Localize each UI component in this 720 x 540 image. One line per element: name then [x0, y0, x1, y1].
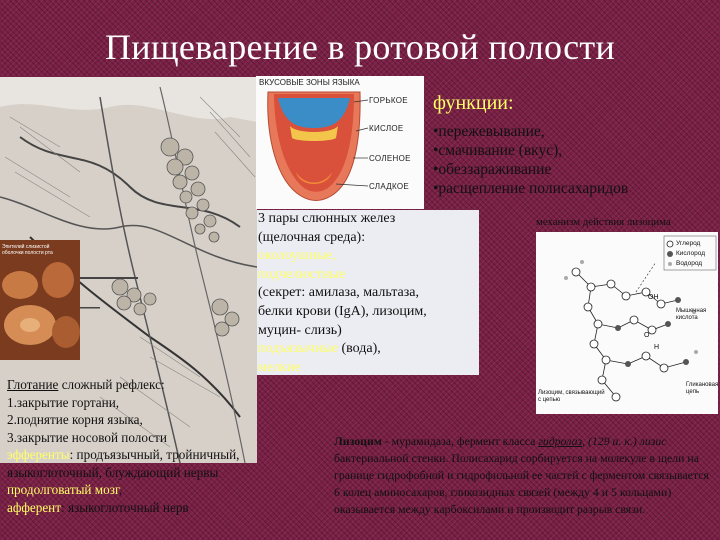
salivary-glands-text — [258, 210, 473, 377]
slide-title: Пищеварение в ротовой полости — [104, 27, 616, 67]
efferent-label: эфференты — [7, 447, 70, 462]
label-h: H — [654, 344, 660, 351]
lysozyme-mechanism-diagram — [536, 232, 718, 414]
medulla-line — [7, 481, 239, 499]
taste-sour-label: КИСЛОЕ — [369, 124, 404, 133]
mechanism-caption: механизм действия лизоцима — [536, 216, 671, 228]
glands-line: (щелочная среда): — [258, 229, 366, 245]
label-o: O — [644, 332, 650, 339]
swallowing-rest: сложный рефлекс: — [58, 377, 165, 392]
tongue-heading: ВКУСОВЫЕ ЗОНЫ ЯЗЫКА — [259, 78, 360, 87]
swallowing-heading — [7, 376, 239, 394]
epithelium-micrograph — [0, 240, 80, 360]
lysozyme-description — [334, 433, 714, 518]
taste-sweet-label: СЛАДКОЕ — [369, 182, 410, 191]
lysozyme-aa-note: (129 а. к.) — [587, 434, 637, 448]
function-item: •пережевывание, — [433, 123, 545, 140]
lysozyme-term: Лизоцим — [334, 434, 382, 448]
legend-oxygen: Кислород — [676, 250, 706, 257]
label-lysozyme-bound: Лизоцим, связывающий с цепью — [538, 390, 605, 403]
lysozyme-text: , — [582, 434, 588, 448]
micrograph-image — [0, 240, 80, 360]
lysozyme-text: - мурамидаза, фермент класса — [381, 434, 539, 448]
swallowing-step: 3.закрытие носовой полости — [7, 429, 167, 445]
swallowing-term: Глотание — [7, 377, 59, 392]
lysis-term: лизис — [639, 434, 667, 448]
small-glands: мелкие — [258, 359, 301, 375]
lysozyme-text: бактериальной стенки. Полисахарид сорбируется на молекуле в щели на границе гидрофобной и гидрофильной ее частей с ферментом связывается 6 колец аминосахаров, гликозидных связей (между 4 и 5 кольцами) оказывается между карбоксилами и производит разрыв связи. — [334, 451, 709, 516]
legend-hydrogen: Водород — [676, 260, 703, 267]
glands-secret-line: муцин- слизь) — [258, 322, 342, 338]
label-muramic-acid: Мышечная кислота — [676, 308, 707, 321]
afferent-line — [7, 499, 239, 517]
glands-line: 3 пары слюнных желез — [258, 211, 396, 226]
taste-salty-label: СОЛЕНОЕ — [369, 154, 411, 163]
function-item: •расщепление полисахаридов — [433, 180, 629, 197]
glands-secret-line: белки крови (IgA), лизоцим, — [258, 303, 427, 319]
taste-bitter-label: ГОРЬКОЕ — [369, 96, 408, 105]
hydrolase-link[interactable]: гидролаз — [538, 434, 583, 448]
glands-secret-line: (секрет: амилаза, мальтаза, — [258, 285, 419, 301]
swallowing-step: 1.закрытие гортани, — [7, 394, 120, 410]
submandibular-glands: подчелюстные — [258, 266, 346, 282]
sublingual-line — [258, 340, 473, 359]
efferent-text: : продъязычный, тройничный, — [69, 447, 240, 462]
swallowing-step: 2.поднятие корня языка, — [7, 412, 143, 427]
label-glycan-chain: Гликановая цепь — [686, 382, 719, 395]
efferent-line-2: языкоглоточный, блуждающий нервы — [7, 464, 219, 480]
medulla-end: , — [118, 482, 123, 497]
functions-block — [433, 92, 514, 115]
efferent-line — [7, 446, 239, 464]
micrograph-caption: Эпителий слизистой оболочки полости рта — [2, 244, 53, 256]
sublingual-water: (вода), — [337, 341, 381, 357]
medulla-label: продолговатый мозг — [7, 482, 119, 497]
swallowing-text — [7, 376, 239, 516]
sublingual-glands: подъязычные — [258, 341, 338, 357]
tongue-taste-zones — [256, 76, 424, 209]
legend-carbon: Углерод — [676, 240, 701, 247]
afferent-text: : языкоглоточный нерв — [61, 499, 189, 515]
label-oh: OH — [648, 294, 659, 301]
function-item: •смачивание (вкус), — [433, 142, 563, 159]
functions-heading: функции: — [433, 92, 514, 114]
afferent-label: афферент — [7, 499, 61, 515]
functions-list — [433, 122, 628, 198]
function-item: •обеззараживание — [433, 161, 552, 178]
parotid-glands: околоушные, — [258, 248, 336, 264]
